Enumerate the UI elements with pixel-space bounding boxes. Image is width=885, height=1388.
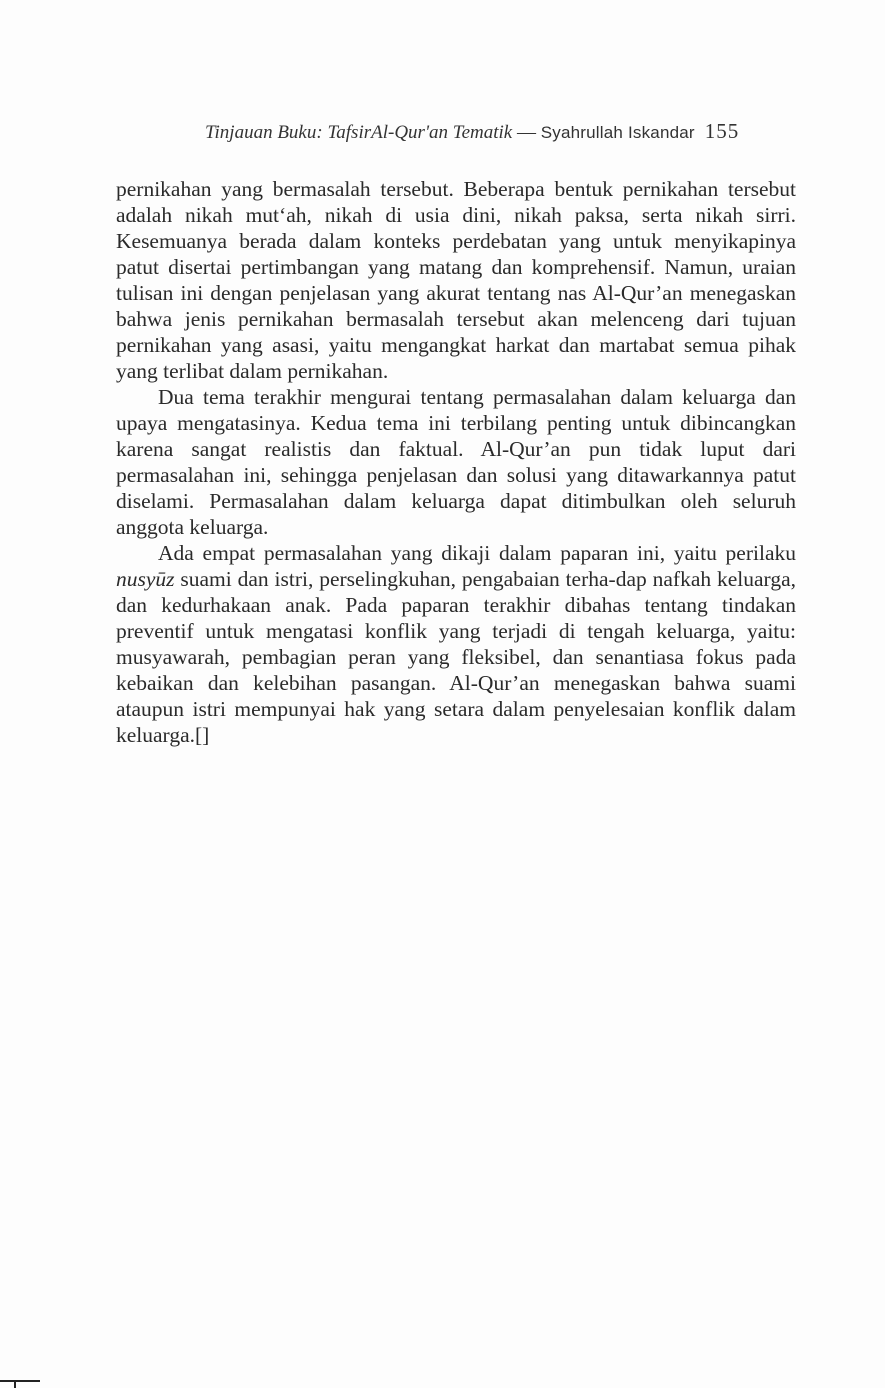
crop-mark-vertical bbox=[14, 1380, 16, 1388]
running-header bbox=[205, 117, 795, 147]
paragraph-3-italic-term: nusyūz bbox=[116, 567, 175, 591]
body-text bbox=[116, 176, 796, 748]
page-number: 155 bbox=[704, 119, 740, 143]
paragraph-1: pernikahan yang bermasalah tersebut. Beberapa bentuk pernikahan tersebut adalah nikah mut‘ah, nikah di usia dini, nikah paksa, serta nikah sirri. Kesemuanya berada dalam konteks perdebatan yang untuk menyikapinya patut disertai pertimbangan yang matang dan komprehensif. Namun, uraian tulisan ini dengan penjelasan yang akurat tentang nas Al-Qur’an menegaskan bahwa jenis pernikahan bermasalah tersebut akan melenceng dari tujuan pernikahan yang asasi, yaitu mengangkat harkat dan martabat semua pihak yang terlibat dalam pernikahan. bbox=[116, 177, 796, 383]
header-separator: — bbox=[512, 122, 541, 143]
paragraph-3 bbox=[116, 540, 796, 748]
crop-mark bbox=[0, 1380, 40, 1382]
paragraph-2: Dua tema terakhir mengurai tentang permasalahan dalam keluarga dan upaya mengatasinya. Kedua tema ini terbilang penting untuk dibincangkan karena sangat realistis dan faktual. Al-Qur’an pun tidak luput dari permasalahan ini, sehingga penjelasan dan solusi yang ditawarkannya patut diselami. Permasalahan dalam keluarga dapat ditimbulkan oleh seluruh anggota keluarga. bbox=[116, 385, 796, 539]
paragraph-3-part-1: Ada empat permasalahan yang dikaji dalam paparan ini, yaitu perilaku bbox=[158, 541, 796, 565]
book-title: Tinjauan Buku: TafsirAl-Qur'an Tematik bbox=[205, 122, 513, 143]
author-name: Syahrullah Iskandar bbox=[540, 123, 695, 142]
paragraph-3-part-2: suami dan istri, perselingkuhan, pengabaian terha-dap nafkah keluarga, dan kedurhakaan anak. Pada paparan terakhir dibahas tentang tindakan preventif untuk mengatasi konflik yang terjadi di tengah keluarga, yaitu: musyawarah, pembagian peran yang fleksibel, dan senantiasa fokus pada kebaikan dan kelebihan pasangan. Al-Qur’an menegaskan bahwa suami ataupun istri mempunyai hak yang setara dalam penyelesaian konflik dalam keluarga.[] bbox=[116, 567, 796, 747]
